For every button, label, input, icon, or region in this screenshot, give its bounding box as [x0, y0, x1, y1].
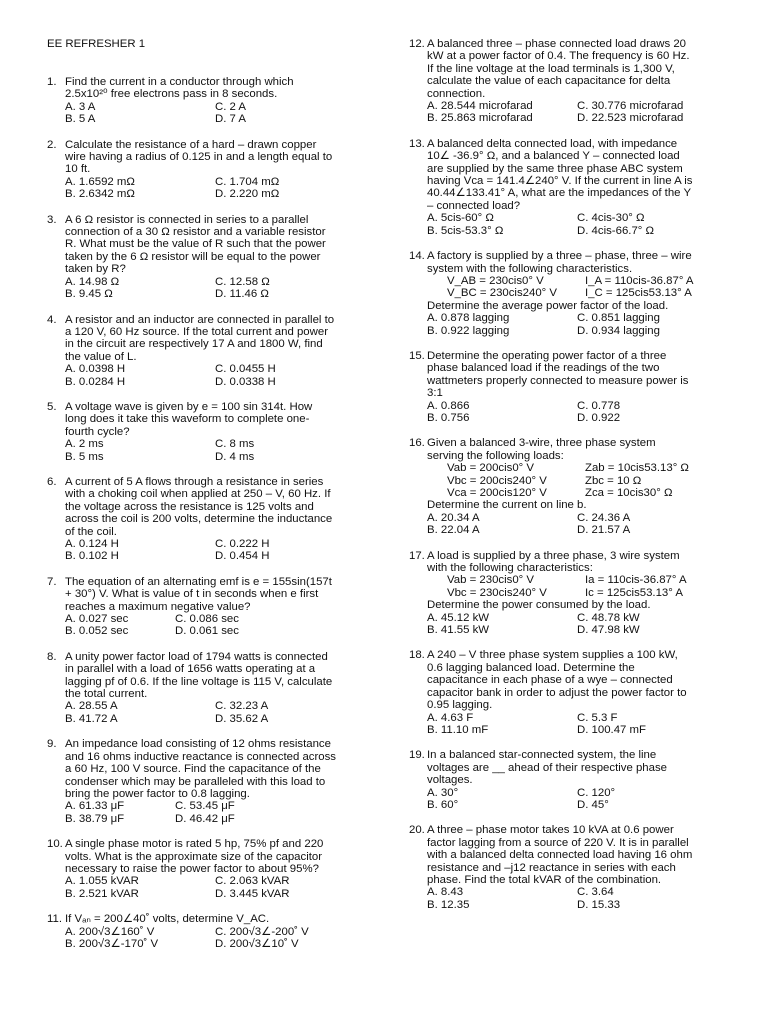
answer-choices [65, 700, 372, 725]
question-number: 16. [409, 437, 425, 450]
answer-choice: C. 2.063 kVAR [215, 875, 290, 888]
question-text: In a balanced star-connected system, the line voltages are __ ahead of their respective phase voltages. [427, 749, 667, 787]
question-text: A resistor and an inductor are connected in parallel to a 120 V, 60 Hz source. If the total current and power in the circuit are respectively 17 A and 1800 W, find the value of L. [65, 313, 335, 363]
given-value: V_AB = 230cis0° V [447, 274, 544, 287]
given-value: Ia = 110cis-36.87° A [585, 574, 687, 587]
answer-choice: A. 200√3∠160˚ V [65, 925, 155, 938]
answer-choice: C. 0.851 lagging [577, 312, 660, 325]
answer-choice: B. 41.55 kW [427, 624, 490, 637]
answer-choice: C. 0.778 [577, 399, 621, 412]
answer-choice: A. 0.878 lagging [427, 312, 510, 325]
question-item [47, 401, 372, 463]
answer-choice: D. 4cis-66.7° Ω [577, 224, 655, 237]
answer-choice: C. 8 ms [215, 438, 255, 451]
question-number: 20. [409, 824, 425, 837]
question-item [47, 838, 372, 900]
question-item [409, 138, 731, 237]
answer-choices [427, 212, 731, 237]
answer-choice: A. 28.55 A [65, 700, 118, 713]
question-text: A three – phase motor takes 10 kVA at 0.6 power factor lagging from a source of 220 V. It is in parallel with a balanced delta connected load having 16 ohm resistance and –j12 reactance in series with each phase. Find the total kVAR of the combination. [427, 824, 693, 886]
given-value: I_C = 125cis53.13° A [585, 287, 692, 300]
answer-choice: D. 4 ms [215, 450, 255, 463]
answer-choice: C. 53.45 μF [175, 800, 235, 813]
answer-choices [427, 400, 731, 425]
answer-choice: D. 46.42 μF [175, 812, 235, 825]
answer-choice: D. 11.46 Ω [215, 288, 269, 301]
question-text: Calculate the resistance of a hard – drawn copper wire having a radius of 0.125 in and a length equal to 10 ft. [65, 138, 333, 176]
question-number: 1. [47, 76, 57, 88]
answer-choice: A. 0.0398 H [65, 363, 126, 376]
question-text: Given a balanced 3-wire, three phase system serving the following loads: [427, 437, 656, 462]
answer-choices [65, 875, 372, 900]
question-item [409, 250, 731, 337]
question-number: 10. [47, 838, 63, 851]
answer-choice: C. 5.3 F [577, 711, 618, 724]
answer-choices [427, 886, 731, 911]
answer-choice: A. 0.866 [427, 399, 470, 412]
answer-choice: D. 15.33 [577, 898, 621, 911]
question-number: 18. [409, 649, 425, 662]
answer-choice: A. 61.33 μF [65, 800, 125, 813]
given-values [447, 574, 731, 586]
question-text: A balanced delta connected load, with impedance 10∠ -36.9° Ω, and a balanced Y – connected load are supplied by the same three phase ABC system having Vca = 141.4∠240° V. If the current in line A is 40.44∠133.41° A, what are the impedances of the Y – connected load? [427, 137, 693, 212]
answer-choice: D. 7 A [215, 113, 247, 126]
question-text: A unity power factor load of 1794 watts is connected in parallel with a load of 1656 watts operating at a lagging pf of 0.6. If the line voltage is 115 V, calculate the total current. [65, 650, 333, 701]
question-item [409, 649, 731, 736]
given-values [447, 462, 731, 474]
answer-choice: C. 4cis-30° Ω [577, 212, 645, 225]
question-text: Determine the current on line b. [427, 499, 587, 512]
question-item [409, 550, 731, 637]
answer-choice: A. 45.12 kW [427, 611, 490, 624]
answer-choice: A. 2 ms [65, 438, 104, 451]
answer-choice: C. 120° [577, 786, 616, 799]
answer-choice: B. 12.35 [427, 898, 470, 911]
answer-choice: C. 12.58 Ω [215, 275, 270, 288]
question-number: 4. [47, 313, 57, 326]
answer-choice: B. 0.102 H [65, 550, 119, 563]
left-column [47, 76, 372, 963]
question-number: 12. [409, 38, 425, 50]
question-item [409, 38, 731, 125]
answer-choice: D. 45° [577, 798, 609, 811]
answer-choice: A. 1.6592 mΩ [65, 175, 135, 188]
question-item [409, 824, 731, 911]
question-item [409, 749, 731, 811]
answer-choice: C. 0.222 H [215, 538, 270, 550]
question-text: A current of 5 A flows through a resistance in series with a choking coil when applied at 250 – V, 60 Hz. If the voltage across the resistance is 125 volts and across the coil is 200 volts, determine the inductance of the coil. [65, 475, 333, 538]
given-value: I_A = 110cis-36.87° A [585, 274, 694, 287]
given-value: Zbc = 10 Ω [585, 474, 642, 487]
question-number: 3. [47, 213, 57, 226]
question-item [47, 476, 372, 563]
answer-choice: C. 24.36 A [577, 511, 631, 524]
answer-choice: C. 3.64 [577, 886, 614, 899]
question-text: A balanced three – phase connected load draws 20 kW at a power factor of 0.4. The frequency is 60 Hz. If the line voltage at the load terminals is 1,300 V, calculate the value of each capacitance for delta connection. [427, 38, 690, 100]
answer-choice: B. 5 A [65, 113, 96, 126]
question-text: A load is supplied by a three phase, 3 wire system with the following characteristics: [427, 549, 680, 575]
answer-choice: D. 3.445 kVAR [215, 887, 290, 900]
answer-choice: A. 5cis-60° Ω [427, 212, 494, 225]
answer-choice: B. 38.79 μF [65, 812, 125, 825]
given-values [447, 275, 731, 287]
question-text: Determine the operating power factor of a three phase balanced load if the readings of the two wattmeters properly connected to measure power is 3:1 [427, 349, 689, 400]
answer-choice: B. 11.10 mF [427, 723, 489, 736]
given-values [447, 587, 731, 599]
question-text: A single phase motor is rated 5 hp, 75% pf and 220 volts. What is the approximate size of the capacitor necessary to raise the power factor to about 95%? [65, 838, 324, 875]
answer-choice: D. 35.62 A [215, 712, 269, 725]
question-text: A voltage wave is given by e = 100 sin 314t. How long does it take this waveform to complete one- fourth cycle? [65, 400, 313, 438]
answer-choice: A. 3 A [65, 100, 96, 113]
answer-choices [65, 101, 372, 126]
question-number: 11. [47, 913, 62, 926]
given-value: Ic = 125cis53.13° A [585, 586, 683, 599]
question-number: 17. [409, 549, 425, 562]
answer-choices [65, 800, 372, 825]
question-item [47, 314, 372, 388]
given-value: V_BC = 230cis240° V [447, 287, 557, 300]
question-number: 5. [47, 400, 57, 413]
given-values [447, 487, 731, 499]
answer-choices [65, 538, 372, 563]
question-item [47, 651, 372, 725]
given-value: Vca = 200cis120° V [447, 487, 547, 499]
answer-choices [427, 312, 731, 337]
answer-choices [65, 176, 372, 201]
answer-choices [427, 512, 731, 537]
question-item [47, 214, 372, 301]
question-number: 19. [409, 749, 425, 762]
answer-choices [427, 612, 731, 637]
answer-choices [65, 438, 372, 463]
answer-choice: A. 4.63 F [427, 711, 474, 724]
answer-choice: D. 0.454 H [215, 550, 270, 563]
answer-choice: A. 0.027 sec [65, 613, 129, 626]
given-values [447, 287, 731, 299]
answer-choice: B. 25.863 microfarad [427, 112, 533, 125]
question-text: An impedance load consisting of 12 ohms resistance and 16 ohms inductive reactance is connected across a 60 Hz, 100 V source. Find the capacitance of the condenser which may be paralleled with this load to bring the power factor to 0.8 lagging. [65, 738, 337, 800]
answer-choice: B. 0.922 lagging [427, 324, 510, 337]
answer-choice: A. 28.544 microfarad [427, 100, 533, 113]
question-text: A 240 – V three phase system supplies a 100 kW, 0.6 lagging balanced load. Determine the capacitance in each phase of a wye – connected capacitor bank in order to adjust the power factor to 0.95 lagging. [427, 649, 687, 712]
answer-choice: B. 0.0284 H [65, 375, 126, 388]
answer-choice: B. 0.756 [427, 411, 470, 424]
given-value: Zca = 10cis30° Ω [585, 487, 673, 499]
given-value: Vab = 230cis0° V [447, 574, 534, 587]
answer-choice: C. 30.776 microfarad [577, 100, 684, 113]
question-item [47, 76, 372, 126]
page-title: EE REFRESHER 1 [47, 38, 146, 50]
answer-choices [65, 926, 372, 951]
answer-choice: D. 2.220 mΩ [215, 188, 280, 201]
answer-choices [427, 712, 731, 737]
answer-choice: D. 47.98 kW [577, 624, 640, 637]
answer-choice: D. 0.061 sec [175, 625, 239, 638]
given-value: Vab = 200cis0° V [447, 462, 534, 475]
answer-choice: B. 60° [427, 798, 459, 811]
answer-choice: D. 0.934 lagging [577, 324, 660, 337]
question-number: 7. [47, 575, 57, 588]
question-number: 6. [47, 475, 57, 488]
answer-choice: D. 22.523 microfarad [577, 112, 684, 125]
answer-choice: A. 8.43 [427, 886, 464, 899]
given-value: Vbc = 230cis240° V [447, 586, 547, 599]
question-number: 14. [409, 250, 425, 263]
question-text: A 6 Ω resistor is connected in series to a parallel connection of a 30 Ω resistor and a variable resistor R. What must be the value of R such that the power taken by the 6 Ω resistor will be equal to the power taken by R? [65, 213, 326, 276]
given-value: Vbc = 200cis240° V [447, 474, 547, 487]
question-text: A factory is supplied by a three – phase, three – wire system with the following characteristics. [427, 250, 692, 275]
answer-choices [427, 787, 731, 812]
answer-choice: B. 2.521 kVAR [65, 887, 139, 900]
answer-choices [65, 363, 372, 388]
answer-choices [65, 276, 372, 301]
question-text: Determine the average power factor of the load. [427, 299, 669, 312]
answer-choice: C. 200√3∠-200˚ V [215, 925, 309, 938]
answer-choice: B. 9.45 Ω [65, 288, 113, 301]
answer-choice: B. 2.6342 mΩ [65, 188, 135, 201]
answer-choice: C. 0.086 sec [175, 613, 239, 626]
answer-choices [427, 100, 731, 125]
right-column [409, 38, 731, 924]
answer-choice: A. 14.98 Ω [65, 275, 120, 288]
question-item [47, 913, 372, 950]
answer-choice: B. 5 ms [65, 450, 104, 463]
question-text: Find the current in a conductor through which 2.5x10²⁰ free electrons pass in 8 seconds. [65, 76, 294, 101]
question-text: Determine the power consumed by the load. [427, 599, 651, 612]
answer-choice: C. 0.0455 H [215, 363, 276, 376]
answer-choice: B. 200√3∠-170˚ V [65, 937, 159, 950]
answer-choice: C. 1.704 mΩ [215, 175, 280, 188]
question-item [409, 437, 731, 536]
answer-choice: B. 22.04 A [427, 524, 480, 537]
answer-choice: A. 30° [427, 786, 459, 799]
question-item [47, 576, 372, 638]
answer-choice: D. 200√3∠10˚ V [215, 937, 299, 950]
question-item [47, 139, 372, 201]
question-item [47, 738, 372, 825]
question-number: 13. [409, 137, 425, 150]
answer-choices [65, 613, 372, 638]
answer-choice: D. 0.0338 H [215, 375, 276, 388]
question-number: 9. [47, 738, 57, 751]
question-number: 15. [409, 349, 425, 362]
question-number: 2. [47, 138, 57, 151]
question-text: If Vₐₙ = 200∠40˚ volts, determine V_AC. [65, 913, 270, 926]
question-text: The equation of an alternating emf is e = 155sin(157t + 30°) V. What is value of t in seconds when e first reaches a maximum negative value? [65, 575, 332, 613]
given-values [447, 475, 731, 487]
answer-choice: D. 0.922 [577, 411, 621, 424]
given-value: Zab = 10cis53.13° Ω [585, 462, 689, 475]
answer-choice: D. 21.57 A [577, 524, 631, 537]
answer-choice: C. 2 A [215, 100, 247, 113]
answer-choice: A. 20.34 A [427, 511, 480, 524]
answer-choice: C. 32.23 A [215, 700, 269, 713]
answer-choice: A. 1.055 kVAR [65, 875, 139, 888]
question-number: 8. [47, 650, 57, 663]
question-item [409, 350, 731, 424]
answer-choice: A. 0.124 H [65, 538, 119, 550]
answer-choice: B. 0.052 sec [65, 625, 129, 638]
answer-choice: B. 41.72 A [65, 712, 118, 725]
answer-choice: B. 5cis-53.3° Ω [427, 224, 504, 237]
answer-choice: C. 48.78 kW [577, 611, 640, 624]
answer-choice: D. 100.47 mF [577, 723, 647, 736]
